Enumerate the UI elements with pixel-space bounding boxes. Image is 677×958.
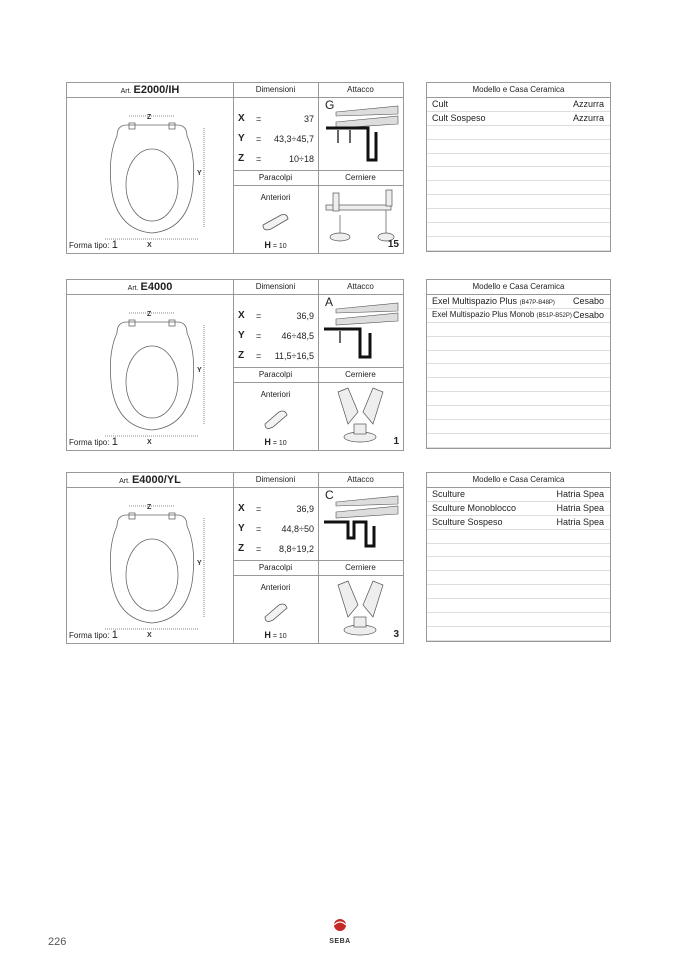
art-title [67,83,233,98]
bumper-icon [233,205,318,235]
anteriori-label: Anteriori [260,193,291,202]
seat-outline-drawing [67,98,233,248]
model-table-3 [426,472,611,642]
y-axis-label: Y [197,560,202,567]
model-row: Cult Sospeso Azzurra [427,112,610,126]
attacco-header: Attacco [318,83,403,98]
seat-outline-drawing [67,488,233,638]
x-axis-label: X [147,242,152,248]
z-axis-label: Z [147,504,152,511]
x-axis-label: X [147,632,152,638]
dim-x: X = 36,9 [238,310,314,321]
hinge-drawing [318,382,403,447]
model-table-1 [426,82,611,252]
paracolpi-header: Paracolpi [233,560,318,576]
attacco-panel [318,280,403,450]
attacco-panel [318,83,403,253]
model-row: Cult Azzurra [427,98,610,112]
forma-tipo: Forma tipo: 1 [69,436,118,448]
hinge-drawing [318,575,403,640]
paracolpi-header: Paracolpi [233,170,318,186]
dim-z: Z = 11,5÷16,5 [238,350,314,361]
seat-diagram-panel [67,83,234,253]
y-axis-label: Y [197,367,202,374]
model-row: Sculture Sospeso Hatria Spea [427,516,610,530]
art-title: Art. E4000 [67,280,233,295]
y-axis-label: Y [197,170,202,177]
dimensioni-header: Dimensioni [233,83,318,98]
dimensioni-header: Dimensioni [233,280,318,295]
attacco-drawing [318,488,403,558]
model-row: Sculture Monoblocco Hatria Spea [427,502,610,516]
seba-logo-icon [330,917,350,933]
h-value: H = 10 [264,630,287,640]
dim-x: X = 36,9 [238,503,314,514]
anteriori-label: Anteriori [260,390,291,399]
seat-outline-drawing [67,295,233,445]
model-table-2 [426,279,611,449]
hinge-code: 15 [387,239,399,250]
dimensioni-header: Dimensioni [233,473,318,488]
model-row: Exel Multispazio Plus Monob (B51P-B52P) Cesabo [427,309,610,323]
attacco-header: Attacco [318,280,403,295]
attacco-letter: C [325,488,334,502]
dim-y: Y = 46÷48,5 [238,330,314,341]
art-prefix: Art. [120,88,132,95]
anteriori-label: Anteriori [260,583,291,592]
dim-z: Z = 8,8÷19,2 [238,543,314,554]
art-code: E4000/YL [131,474,181,486]
dim-y: Y = 44,8÷50 [238,523,314,534]
art-code: E2000/IH [133,84,180,96]
paracolpi-header: Paracolpi [233,367,318,383]
hinge-code: 3 [393,629,399,640]
modello-header: Modello e Casa Ceramica [427,280,610,295]
attacco-header: Attacco [318,473,403,488]
attacco-drawing [318,295,403,365]
modello-header: Modello e Casa Ceramica [427,473,610,488]
model-row: Sculture Hatria Spea [427,488,610,502]
seba-logo-text: SEBA [329,938,351,945]
h-value: H = 10 [264,240,287,250]
forma-tipo: Forma tipo: 1 [69,239,118,251]
attacco-letter: A [325,295,334,309]
attacco-drawing [318,98,403,168]
seba-logo [327,917,353,947]
dimensions-panel [233,83,319,253]
art-code: E4000 [140,281,173,293]
seat-diagram-panel [67,280,234,450]
bumper-icon [233,595,318,625]
attacco-letter: G [325,98,335,112]
product-card-2 [66,279,404,451]
product-card-3 [66,472,404,644]
dimensions-panel [233,280,319,450]
seat-diagram-panel [67,473,234,643]
page-number: 226 [48,936,67,948]
product-card-1 [66,82,404,254]
z-axis-label: Z [147,114,152,121]
dim-x: X = 37 [238,113,314,124]
cerniere-header: Cerniere [318,560,403,576]
hinge-code: 1 [393,436,399,447]
forma-tipo: Forma tipo: 1 [69,629,118,641]
x-axis-label: X [147,439,152,445]
dimensions-panel [233,473,319,643]
attacco-panel [318,473,403,643]
dim-y: Y = 43,3÷45,7 [238,133,314,144]
z-axis-label: Z [147,311,152,318]
h-value: H = 10 [264,437,287,447]
modello-header: Modello e Casa Ceramica [427,83,610,98]
cerniere-header: Cerniere [318,170,403,186]
art-title: Art. E4000/YL [67,473,233,488]
cerniere-header: Cerniere [318,367,403,383]
dim-z: Z = 10÷18 [238,153,314,164]
model-row: Exel Multispazio Plus (B47P-B48P) Cesabo [427,295,610,309]
bumper-icon [233,402,318,432]
